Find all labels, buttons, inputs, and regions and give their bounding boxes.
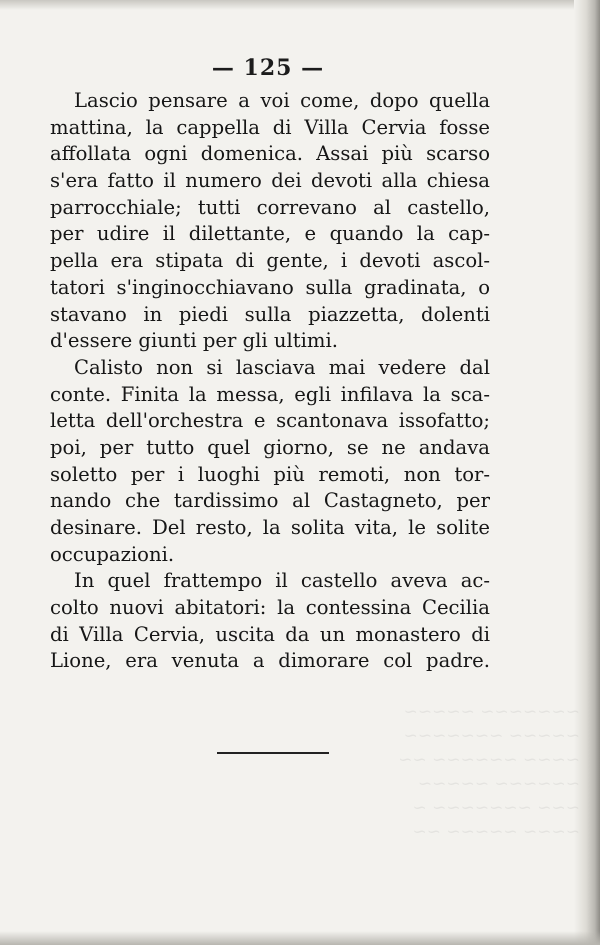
- bottom-edge-shadow: [0, 931, 600, 945]
- text-line: colto nuovi abitatori: la contessina Cecilia: [50, 596, 490, 620]
- page-number: — 125 —: [211, 55, 325, 81]
- paragraph: [50, 88, 490, 355]
- text-line: parrocchiale; tutti correvano al castello,: [50, 195, 490, 219]
- text-line: poi, per tutto quel giorno, se ne andava: [50, 435, 490, 459]
- text-line: occupazioni.: [50, 542, 175, 566]
- body-text: [50, 88, 490, 675]
- paragraph: [50, 355, 490, 569]
- text-line: In quel frattempo il castello aveva ac-: [74, 569, 490, 593]
- section-divider-rule: [217, 752, 329, 754]
- text-line: pella era stipata di gente, i devoti ascol-: [50, 249, 490, 273]
- text-line: Lascio pensare a voi come, dopo quella: [74, 89, 490, 112]
- text-line: affollata ogni domenica. Assai più scarso: [50, 142, 490, 166]
- bleed-through-texture: ~~~~~~~ ~~~~~ ~~~~~ ~~~~~~~ ~~~~ ~~~~~~ ~~ ~~~~~~ ~~~~~ ~~~ ~~~~~~~ ~ ~~~~ ~~~~~ ~~: [398, 702, 580, 842]
- text-line: tatori s'inginocchiavano sulla gradinata, o: [50, 275, 490, 299]
- text-line: d'essere giunti per gli ultimi.: [50, 329, 338, 353]
- text-line: soletto per i luoghi più remoti, non tor-: [50, 462, 490, 486]
- text-line: nando che tardissimo al Castagneto, per: [50, 489, 490, 513]
- text-line: s'era fatto il numero dei devoti alla chiesa: [50, 169, 490, 193]
- text-line: per udire il dilettante, e quando la cap-: [50, 222, 490, 246]
- text-line: mattina, la cappella di Villa Cervia fosse: [50, 115, 490, 139]
- text-line: Lione, era venuta a dimorare col padre.: [50, 649, 490, 673]
- paragraph: [50, 568, 490, 675]
- top-edge-shadow: [0, 0, 600, 10]
- text-line: conte. Finita la messa, egli infilava la sca-: [50, 382, 490, 406]
- text-line: di Villa Cervia, uscita da un monastero di: [50, 622, 490, 646]
- text-line: letta dell'orchestra e scantonava issofatto;: [50, 409, 490, 433]
- text-line: desinare. Del resto, la solita vita, le solite: [50, 516, 490, 539]
- text-line: stavano in piedi sulla piazzetta, dolenti: [50, 302, 490, 326]
- text-line: Calisto non si lasciava mai vedere dal: [74, 355, 490, 379]
